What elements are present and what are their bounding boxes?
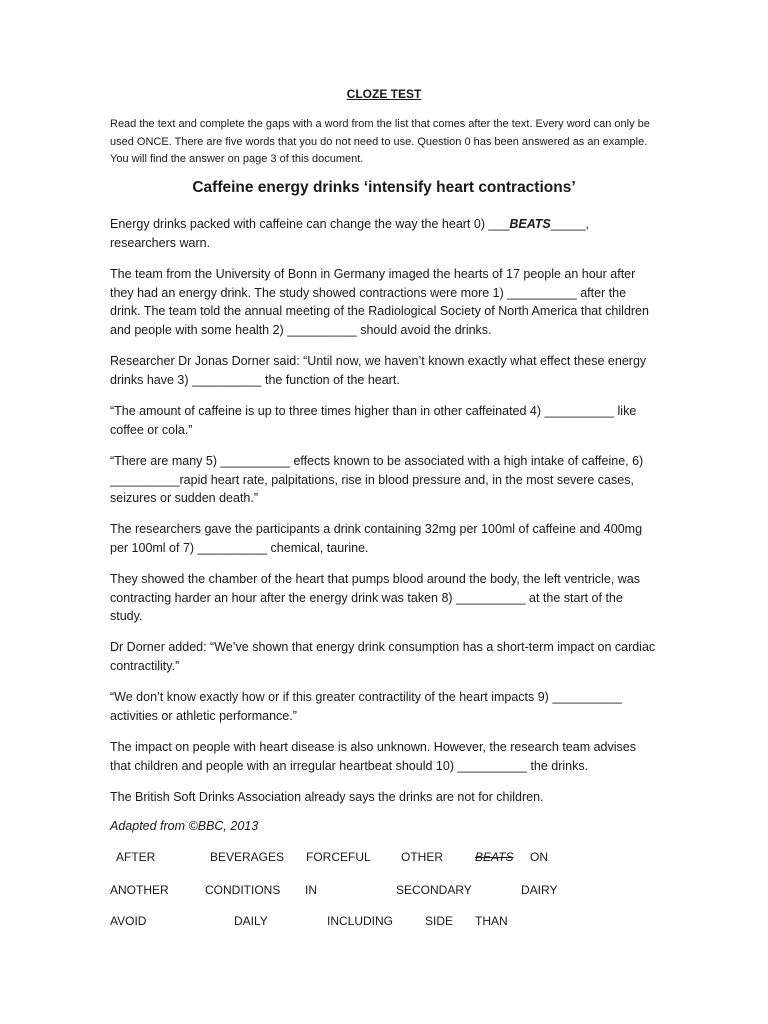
document-heading: CLOZE TEST xyxy=(346,87,422,101)
example-answer: BEATS xyxy=(509,217,551,231)
paragraph-5: The researchers gave the participants a drink containing 32mg per 100ml of caffeine and 400mg per 100ml of 7) __________ chemical, taurine. xyxy=(110,522,643,555)
paragraph-0-end: _____, researchers warn. xyxy=(110,217,589,250)
paragraph-4: “There are many 5) __________ effects known to be associated with a high intake of caffeine, 6) __________rapid heart rate, palpitations, rise in blood pressure and, in the most severe cases, seizures or sudden death.” xyxy=(110,454,644,506)
word-list-item: ANOTHER xyxy=(110,883,169,897)
word-list-item: AFTER xyxy=(116,850,156,864)
word-list-item: ON xyxy=(530,850,548,864)
paragraph-1: The team from the University of Bonn in Germany imaged the hearts of 17 people an hour after they had an energy drink. The study showed contractions were more 1) __________ after the drink. The team told the annual meeting of the Radiological Society of North America that children and people with some health 2) __________ should avoid the drinks. xyxy=(110,267,649,338)
article-title: Caffeine energy drinks ‘intensify heart contractions’ xyxy=(192,179,576,196)
paragraph-10: The British Soft Drinks Association already says the drinks are not for children. xyxy=(110,790,544,804)
paragraph-9: The impact on people with heart disease is also unknown. However, the research team advises that children and people with an irregular heartbeat should 10) __________ the drinks. xyxy=(110,740,636,773)
word-list-item: DAILY xyxy=(234,914,268,928)
word-list-item: DAIRY xyxy=(521,883,558,897)
word-list-item: IN xyxy=(305,883,317,897)
paragraph-3: “The amount of caffeine is up to three times higher than in other caffeinated 4) __________ like coffee or cola.” xyxy=(110,404,637,437)
word-list-item: SECONDARY xyxy=(396,883,472,897)
paragraph-2: Researcher Dr Jonas Dorner said: “Until now, we haven’t known exactly what effect these energy drinks have 3) __________ the function of the heart. xyxy=(110,354,647,387)
word-list-item: BEVERAGES xyxy=(210,850,285,864)
word-list-item-used: BEATS xyxy=(475,850,514,864)
paragraph-0-start: Energy drinks packed with caffeine can change the way the heart 0) ___ xyxy=(110,217,510,231)
word-list-item: FORCEFUL xyxy=(306,850,371,864)
paragraph-7: Dr Dorner added: “We’ve shown that energy drink consumption has a short-term impact on cardiac contractility.” xyxy=(110,640,656,673)
source-credit: Adapted from ©BBC, 2013 xyxy=(110,819,259,833)
word-list-item: AVOID xyxy=(110,914,147,928)
instructions-text: Read the text and complete the gaps with a word from the list that comes after the text. Every word can only be used ONCE. There are five words that you do not need to use. Question 0 has been answered as an example. You will find the answer on page 3 of this document. xyxy=(110,118,650,165)
word-list-item: CONDITIONS xyxy=(205,883,281,897)
word-list-item: OTHER xyxy=(401,850,443,864)
word-list xyxy=(110,850,658,940)
word-list-item: INCLUDING xyxy=(327,914,394,928)
paragraph-0 xyxy=(110,215,658,252)
word-list-item: THAN xyxy=(475,914,508,928)
word-list-item: SIDE xyxy=(425,914,454,928)
paragraph-6: They showed the chamber of the heart that pumps blood around the body, the left ventricle, was contracting harder an hour after the energy drink was taken 8) __________ at the start of the study. xyxy=(110,572,640,624)
paragraph-8: “We don’t know exactly how or if this greater contractility of the heart impacts 9) __________ activities or athletic performance.” xyxy=(110,690,622,723)
